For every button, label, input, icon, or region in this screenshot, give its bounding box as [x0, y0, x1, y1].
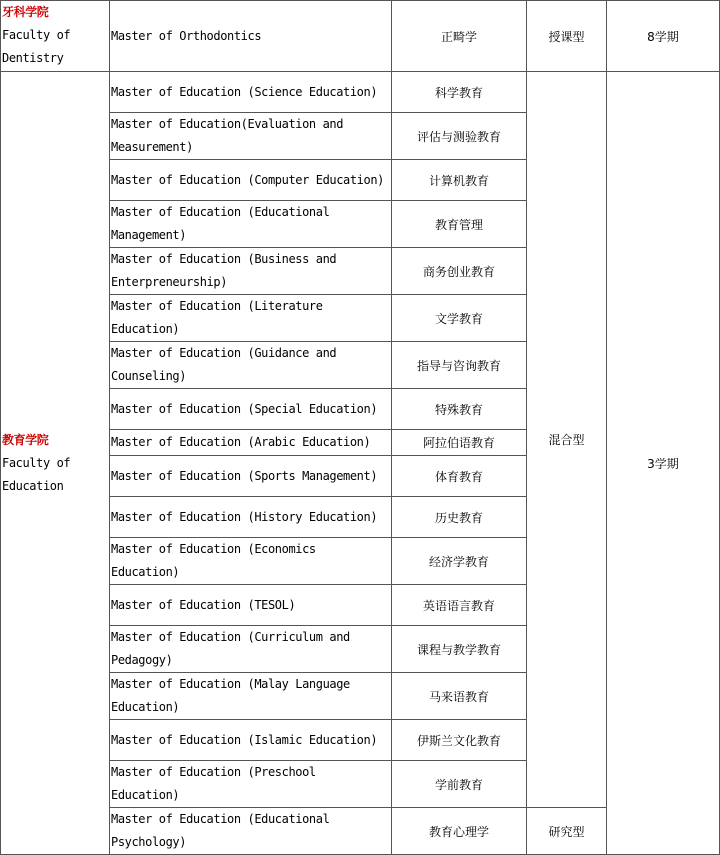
program-name-en: Master of Education(Evaluation and Measurement): [110, 113, 392, 160]
table-row: [1, 1, 720, 72]
program-name-zh: 计算机教育: [392, 160, 527, 201]
program-name-en: Master of Education (Economics Education): [110, 538, 392, 585]
faculty-name-en: Faculty of Dentistry: [2, 28, 71, 65]
program-name-en: Master of Education (Science Education): [110, 72, 392, 113]
program-name-en: Master of Education (Curriculum and Pedagogy): [110, 626, 392, 673]
program-name-zh: 商务创业教育: [392, 248, 527, 295]
faculty-name-zh: 教育学院: [2, 432, 49, 447]
faculty-name-zh: 牙科学院: [2, 5, 49, 19]
program-name-en: Master of Education (Arabic Education): [110, 430, 392, 456]
program-name-zh: 马来语教育: [392, 673, 527, 720]
program-name-zh: 阿拉伯语教育: [392, 430, 527, 456]
program-duration: 8学期: [607, 1, 720, 72]
program-type: 混合型: [527, 72, 607, 808]
program-name-zh: 正畸学: [392, 1, 527, 72]
program-name-en: Master of Education (Computer Education): [110, 160, 392, 201]
program-duration: 3学期: [607, 72, 720, 855]
program-name-zh: 教育心理学: [392, 808, 527, 855]
faculty-cell-education: [1, 72, 110, 855]
table-row: [1, 72, 720, 113]
program-name-zh: 英语语言教育: [392, 585, 527, 626]
program-name-zh: 伊斯兰文化教育: [392, 720, 527, 761]
faculty-cell-dentistry: [1, 1, 110, 72]
program-name-en: Master of Education (Educational Psychology): [110, 808, 392, 855]
program-type: 研究型: [527, 808, 607, 855]
program-name-en: Master of Education (Malay Language Education): [110, 673, 392, 720]
program-name-zh: 课程与教学教育: [392, 626, 527, 673]
program-name-en: Master of Education (TESOL): [110, 585, 392, 626]
program-name-en: Master of Education (Guidance and Counseling): [110, 342, 392, 389]
program-name-zh: 历史教育: [392, 497, 527, 538]
program-name-en: Master of Education (History Education): [110, 497, 392, 538]
program-name-zh: 学前教育: [392, 761, 527, 808]
program-name-en: Master of Education (Islamic Education): [110, 720, 392, 761]
program-name-en: Master of Education (Educational Management): [110, 201, 392, 248]
program-name-zh: 体育教育: [392, 456, 527, 497]
program-name-en: Master of Education (Literature Education): [110, 295, 392, 342]
program-name-en: Master of Education (Business and Enterpreneurship): [110, 248, 392, 295]
program-name-en: Master of Education (Preschool Education): [110, 761, 392, 808]
faculty-name-en: Faculty of Education: [2, 455, 71, 493]
program-name-zh: 指导与咨询教育: [392, 342, 527, 389]
program-name-zh: 教育管理: [392, 201, 527, 248]
program-name-en: Master of Education (Special Education): [110, 389, 392, 430]
program-name-zh: 特殊教育: [392, 389, 527, 430]
program-name-zh: 经济学教育: [392, 538, 527, 585]
program-name-zh: 科学教育: [392, 72, 527, 113]
program-name-zh: 评估与测验教育: [392, 113, 527, 160]
program-name-zh: 文学教育: [392, 295, 527, 342]
program-name-en: Master of Education (Sports Management): [110, 456, 392, 497]
program-type: 授课型: [527, 1, 607, 72]
program-name-en: Master of Orthodontics: [110, 1, 392, 72]
